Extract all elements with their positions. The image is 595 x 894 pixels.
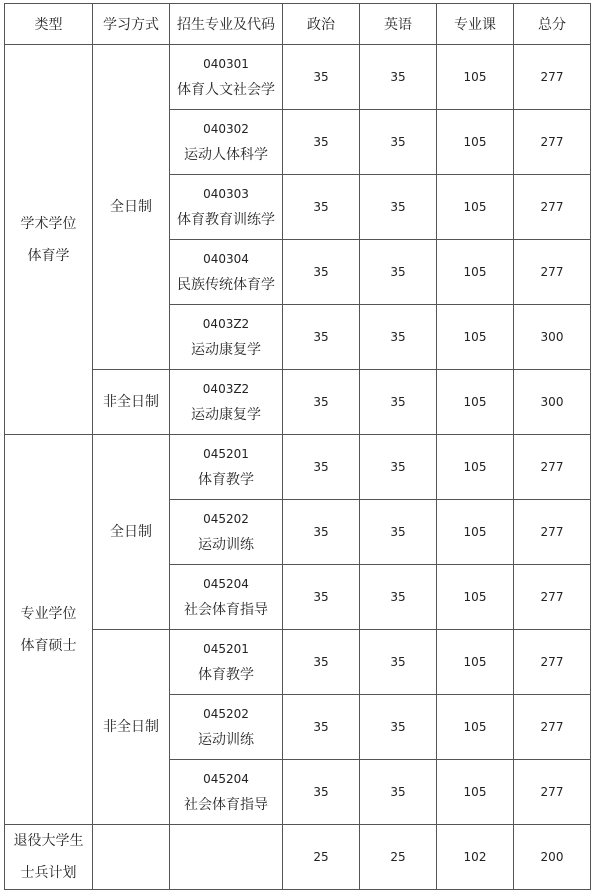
total-score: 300 (514, 305, 591, 370)
major-code: 040304 (203, 252, 249, 266)
major-name: 体育人文社会学 (177, 82, 275, 98)
politics-score: 35 (283, 695, 360, 760)
major-course-score: 105 (437, 695, 514, 760)
header-row (5, 4, 591, 45)
total-score: 277 (514, 435, 591, 500)
major-code: 045204 (203, 577, 249, 591)
major-name: 运动训练 (198, 537, 254, 553)
english-score: 35 (360, 630, 437, 695)
major-course-score: 105 (437, 370, 514, 435)
table-row (5, 435, 591, 500)
category-cell-veteran: 退役大学生 士兵计划 (5, 825, 93, 890)
total-score: 277 (514, 695, 591, 760)
header-total: 总分 (514, 4, 591, 45)
table-row (5, 630, 591, 695)
mode-cell: 全日制 (93, 45, 170, 370)
major-course-score: 105 (437, 240, 514, 305)
english-score: 35 (360, 695, 437, 760)
english-score: 35 (360, 305, 437, 370)
politics-score: 25 (283, 825, 360, 890)
category-cell-academic: 学术学位 体育学 (5, 45, 93, 435)
major-course-score: 105 (437, 760, 514, 825)
major-course-score: 105 (437, 175, 514, 240)
major-name: 体育教学 (198, 472, 254, 488)
english-score: 25 (360, 825, 437, 890)
mode-cell (93, 825, 170, 890)
major-course-score: 105 (437, 500, 514, 565)
total-score: 200 (514, 825, 591, 890)
total-score: 277 (514, 175, 591, 240)
major-cell (170, 760, 283, 825)
header-major-course: 专业课 (437, 4, 514, 45)
politics-score: 35 (283, 760, 360, 825)
politics-score: 35 (283, 240, 360, 305)
table-row (5, 45, 591, 110)
major-name: 民族传统体育学 (177, 277, 275, 293)
major-name: 运动康复学 (191, 407, 261, 423)
major-cell (170, 695, 283, 760)
header-study-mode: 学习方式 (93, 4, 170, 45)
total-score: 277 (514, 500, 591, 565)
politics-score: 35 (283, 500, 360, 565)
major-code: 045202 (203, 707, 249, 721)
politics-score: 35 (283, 370, 360, 435)
major-cell (170, 110, 283, 175)
english-score: 35 (360, 565, 437, 630)
total-score: 300 (514, 370, 591, 435)
english-score: 35 (360, 500, 437, 565)
major-code: 045202 (203, 512, 249, 526)
major-name: 体育教学 (198, 667, 254, 683)
mode-cell: 全日制 (93, 435, 170, 630)
politics-score: 35 (283, 305, 360, 370)
major-cell (170, 565, 283, 630)
major-course-score: 105 (437, 435, 514, 500)
major-code: 045201 (203, 642, 249, 656)
major-code: 045204 (203, 772, 249, 786)
major-cell (170, 45, 283, 110)
header-english: 英语 (360, 4, 437, 45)
major-cell (170, 305, 283, 370)
total-score: 277 (514, 45, 591, 110)
total-score: 277 (514, 110, 591, 175)
english-score: 35 (360, 240, 437, 305)
major-course-score: 105 (437, 565, 514, 630)
table-row (5, 370, 591, 435)
header-category: 类型 (5, 4, 93, 45)
major-name: 体育教育训练学 (177, 212, 275, 228)
major-name: 社会体育指导 (184, 797, 268, 813)
major-code: 045201 (203, 447, 249, 461)
politics-score: 35 (283, 630, 360, 695)
politics-score: 35 (283, 435, 360, 500)
major-name: 运动康复学 (191, 342, 261, 358)
politics-score: 35 (283, 565, 360, 630)
major-code: 040301 (203, 57, 249, 71)
major-code: 040303 (203, 187, 249, 201)
major-name: 社会体育指导 (184, 602, 268, 618)
english-score: 35 (360, 760, 437, 825)
major-cell (170, 500, 283, 565)
total-score: 277 (514, 630, 591, 695)
category-cell-professional: 专业学位 体育硕士 (5, 435, 93, 825)
major-cell (170, 240, 283, 305)
english-score: 35 (360, 110, 437, 175)
major-course-score: 105 (437, 630, 514, 695)
major-course-score: 105 (437, 110, 514, 175)
major-code: 0403Z2 (202, 382, 250, 396)
politics-score: 35 (283, 175, 360, 240)
major-course-score: 105 (437, 45, 514, 110)
major-code: 040302 (203, 122, 249, 136)
major-name: 运动训练 (198, 732, 254, 748)
politics-score: 35 (283, 110, 360, 175)
major-course-score: 105 (437, 305, 514, 370)
major-course-score: 102 (437, 825, 514, 890)
major-cell (170, 175, 283, 240)
major-cell (170, 370, 283, 435)
english-score: 35 (360, 370, 437, 435)
major-cell (170, 630, 283, 695)
header-politics: 政治 (283, 4, 360, 45)
total-score: 277 (514, 240, 591, 305)
score-table (4, 3, 591, 890)
major-cell (170, 825, 283, 890)
politics-score: 35 (283, 45, 360, 110)
total-score: 277 (514, 565, 591, 630)
table-row-special (5, 825, 591, 890)
mode-cell: 非全日制 (93, 630, 170, 825)
major-code: 0403Z2 (202, 317, 250, 331)
major-name: 运动人体科学 (184, 147, 268, 163)
english-score: 35 (360, 175, 437, 240)
english-score: 35 (360, 435, 437, 500)
total-score: 277 (514, 760, 591, 825)
mode-cell: 非全日制 (93, 370, 170, 435)
english-score: 35 (360, 45, 437, 110)
header-major-code: 招生专业及代码 (170, 4, 283, 45)
major-cell (170, 435, 283, 500)
